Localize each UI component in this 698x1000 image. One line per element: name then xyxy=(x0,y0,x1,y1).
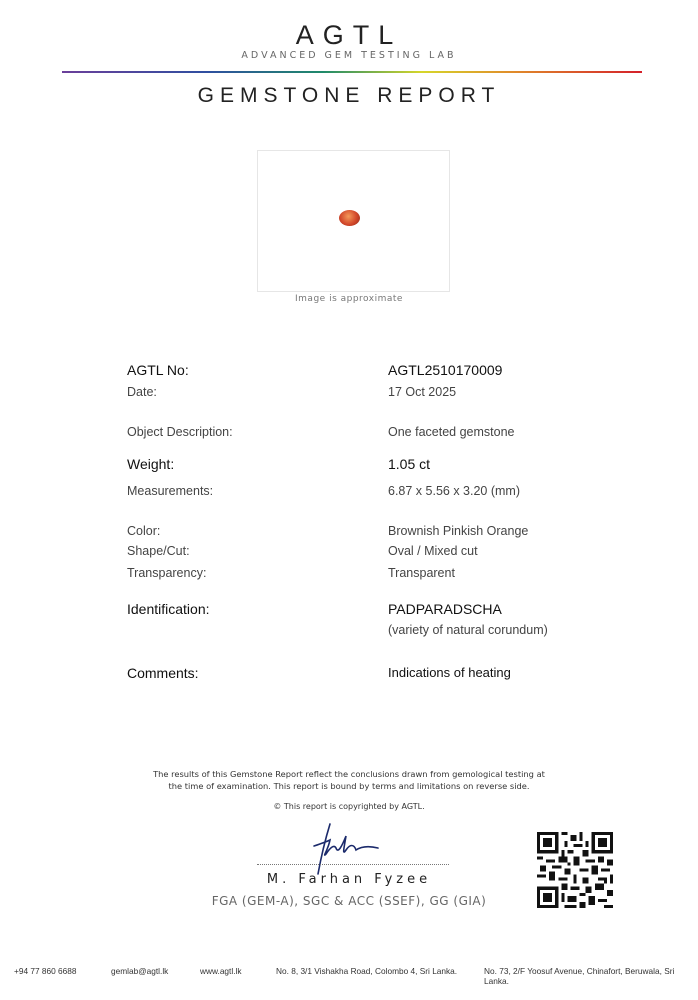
disclaimer-line-2: the time of examination. This report is bound by terms and limitations on reverse side. xyxy=(168,781,530,791)
signature xyxy=(308,822,388,877)
footer-address-beruwala: No. 73, 2/F Yoosuf Avenue, Chinafort, Beruwala, Sri Lanka. xyxy=(484,966,675,986)
value-identification: PADPARADSCHA xyxy=(388,601,502,617)
label-weight: Weight: xyxy=(127,456,175,472)
footer-phone: +94 77 860 6688 xyxy=(14,966,77,976)
page-title: GEMSTONE REPORT xyxy=(197,84,501,107)
value-shape-cut: Oval / Mixed cut xyxy=(388,544,478,558)
value-transparency: Transparent xyxy=(388,566,455,580)
value-measurements: 6.87 x 5.56 x 3.20 (mm) xyxy=(388,484,521,498)
label-object-description: Object Description: xyxy=(127,425,233,439)
qr-code[interactable] xyxy=(537,830,613,910)
brand-logo: AGTL xyxy=(295,20,403,50)
signatory-credentials: FGA (GEM-A), SGC & ACC (SSEF), GG (GIA) xyxy=(211,894,487,908)
value-comments: Indications of heating xyxy=(388,665,511,680)
gemstone-image xyxy=(339,210,360,226)
label-measurements: Measurements: xyxy=(127,484,214,498)
footer-website[interactable]: www.agtl.lk xyxy=(200,966,242,976)
copyright-notice: © This report is copyrighted by AGTL. xyxy=(273,802,425,811)
value-object-description: One faceted gemstone xyxy=(388,425,515,439)
label-date: Date: xyxy=(127,385,157,399)
image-note: Image is approximate xyxy=(295,294,403,304)
value-agtl-no: AGTL2510170009 xyxy=(388,362,503,378)
label-shape-cut: Shape/Cut: xyxy=(127,544,190,558)
footer-email[interactable]: gemlab@agtl.lk xyxy=(111,966,169,976)
label-identification: Identification: xyxy=(127,601,210,617)
footer-address-colombo: No. 8, 3/1 Vishakha Road, Colombo 4, Sri Lanka. xyxy=(276,966,458,976)
disclaimer-line-1: The results of this Gemstone Report reflect the conclusions drawn from gemological testing at xyxy=(153,769,545,779)
signature-line xyxy=(257,864,449,865)
value-date: 17 Oct 2025 xyxy=(388,385,457,399)
label-comments: Comments: xyxy=(127,665,199,681)
label-agtl-no: AGTL No: xyxy=(127,362,189,378)
label-transparency: Transparency: xyxy=(127,566,207,580)
brand-full-name: ADVANCED GEM TESTING LAB xyxy=(241,50,457,61)
signatory-name: M. Farhan Fyzee xyxy=(266,872,432,887)
label-color: Color: xyxy=(127,524,161,538)
rainbow-divider xyxy=(62,71,642,73)
value-weight: 1.05 ct xyxy=(388,456,431,472)
value-identification-sub: (variety of natural corundum) xyxy=(388,623,548,637)
value-color: Brownish Pinkish Orange xyxy=(388,524,529,538)
